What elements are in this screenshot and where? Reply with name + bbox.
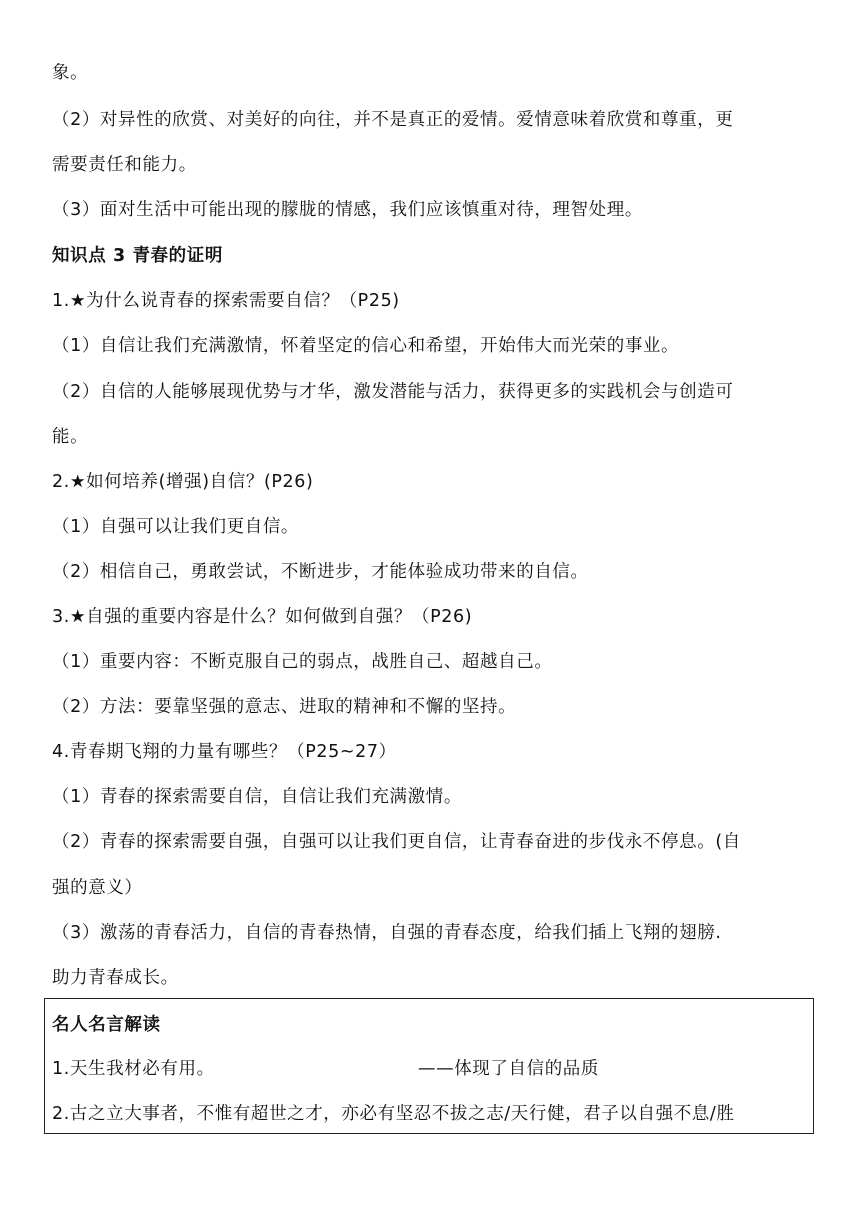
question-heading: 3.★自强的重要内容是什么？如何做到自强？（P26) — [52, 607, 473, 627]
question-heading: 1.★为什么说青春的探索需要自信？（P25) — [52, 291, 400, 311]
quote-item — [52, 1057, 812, 1081]
quotes-box — [44, 998, 814, 1134]
text-line: 助力青春成长。 — [52, 968, 179, 988]
section-heading: 知识点 3 青春的证明 — [52, 246, 223, 266]
text-line: （2）相信自己，勇敢尝试，不断进步，才能体验成功带来的自信。 — [52, 562, 589, 582]
text-line: （3）面对生活中可能出现的朦胧的情感，我们应该慎重对待，理智处理。 — [52, 200, 643, 220]
text-line: （1）自强可以让我们更自信。 — [52, 517, 300, 537]
quotes-title: 名人名言解读 — [52, 1015, 161, 1035]
text-line: 象。 — [52, 63, 89, 83]
text-line: 强的意义） — [52, 878, 143, 898]
text-line: （3）激荡的青春活力，自信的青春热情，自强的青春态度，给我们插上飞翔的翅膀. — [52, 923, 722, 943]
text-line: （2）青春的探索需要自强，自强可以让我们更自信，让青春奋进的步伐永不停息。(自 — [52, 832, 741, 852]
text-line: 能。 — [52, 427, 89, 447]
question-heading: 4.青春期飞翔的力量有哪些？（P25~27） — [52, 742, 397, 762]
text-line: （2）自信的人能够展现优势与才华，激发潜能与活力，获得更多的实践机会与创造可 — [52, 382, 734, 402]
text-line: （2）方法：要靠坚强的意志、进取的精神和不懈的坚持。 — [52, 697, 517, 717]
quote-text: 1.天生我材必有用。 — [52, 1059, 215, 1079]
text-line: （2）对异性的欣赏、对美好的向往，并不是真正的爱情。爱情意味着欣赏和尊重，更 — [52, 110, 734, 130]
text-line: （1）重要内容：不断克服自己的弱点，战胜自己、超越自己。 — [52, 652, 553, 672]
quote-item: 2.古之立大事者，不惟有超世之才，亦必有坚忍不拔之志/天行健，君子以自强不息/胜 — [52, 1104, 735, 1124]
text-line: 需要责任和能力。 — [52, 155, 197, 175]
question-heading: 2.★如何培养(增强)自信？(P26) — [52, 472, 314, 492]
text-line: （1）自信让我们充满激情，怀着坚定的信心和希望，开始伟大而光荣的事业。 — [52, 336, 680, 356]
text-line: （1）青春的探索需要自信，自信让我们充满激情。 — [52, 787, 462, 807]
quote-meaning: ——体现了自信的品质 — [418, 1059, 599, 1079]
